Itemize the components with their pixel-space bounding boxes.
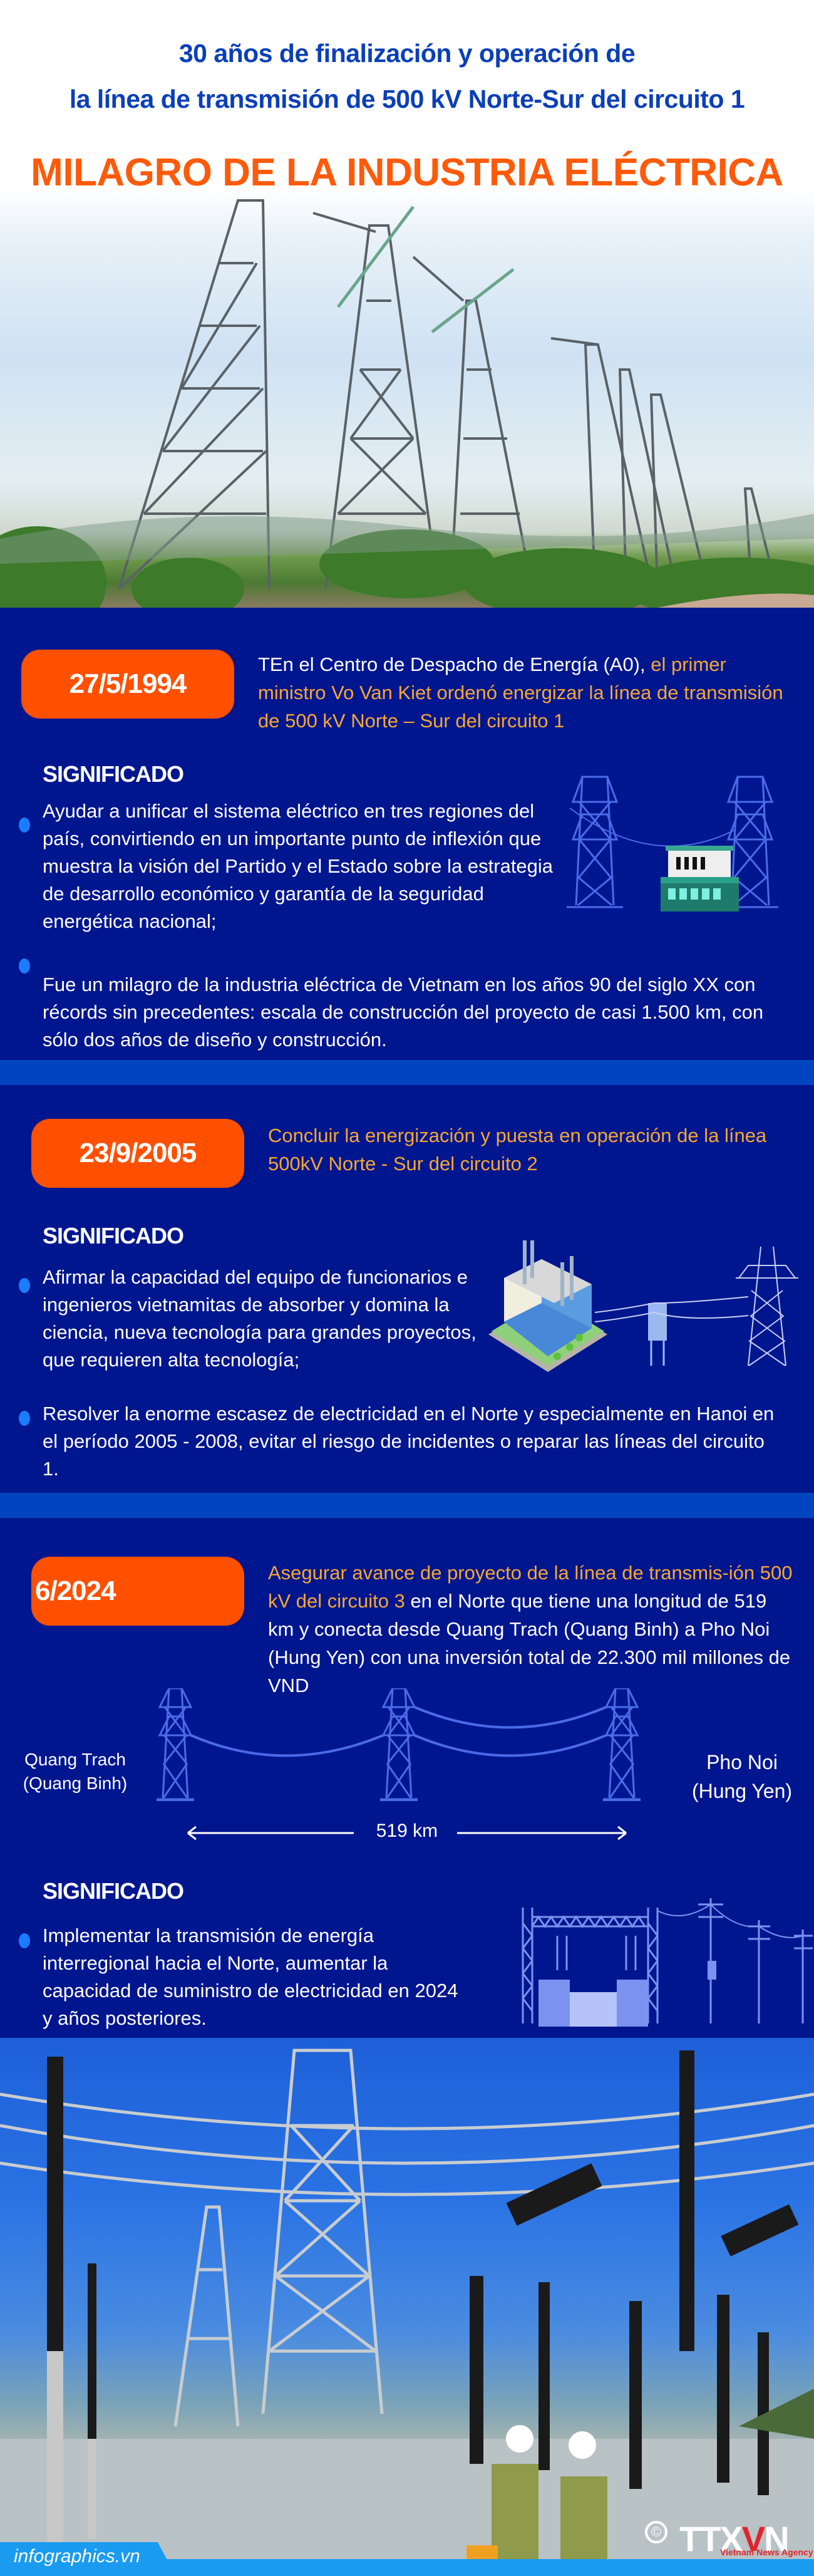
distance-label: 519 km: [376, 1820, 438, 1841]
lead-white: TEn el Centro de Despacho de Energía (A0),: [258, 653, 651, 675]
date-pill-2005: 23/9/2005: [31, 1119, 244, 1188]
substation-photo-icon: [0, 2038, 814, 2576]
bullet-dot-icon: [19, 1411, 30, 1426]
lead-orange: Asegurar avance de proyecto de la línea de transmis-ión 500 kV del circuito 3: [268, 1562, 793, 1612]
logo-v: V: [741, 2519, 765, 2558]
bullet-dot-icon: [19, 958, 30, 974]
lead-orange: el primer ministro Vo Van Kiet ordenó energizar la línea de transmisión de 500 kV Norte – Sur del circuito 1: [258, 653, 783, 732]
lead-text-1994: [258, 650, 784, 735]
lead-text-2024: [268, 1559, 794, 1700]
bullet-text: Ayudar a unificar el sistema eléctrico en tres regiones del país, convirtiendo en un importante punto de inflexión que muestra la visión del Partido y el Estado sobre la estrategia de desarrollo económico y garantía de la seguridad energética nacional;: [43, 800, 554, 932]
logo-subtitle: Vietnam News Agency: [720, 2547, 813, 2557]
route-destination: [679, 1748, 805, 1805]
logo-n: N: [764, 2519, 788, 2558]
date-pill-1994: 27/5/1994: [21, 650, 234, 719]
bullet-text: Fue un milagro de la industria eléctrica de Vietnam en los años 90 del siglo XX con récords sin precedentes: escala de construcción del proyecto de casi 1.500 km, con sólo dos años de diseño y construcción.: [43, 974, 764, 1051]
substation-workers-photo: [0, 2038, 814, 2576]
substation-poles-icon: [520, 1898, 814, 2027]
power-towers-substation-icon: [560, 771, 798, 915]
subtitle-line-1: 30 años de finalización y operación de: [178, 39, 636, 68]
bullet-text: Implementar la transmisión de energía interregional hacia el Norte, aumentar la capacidad de suministro de electricidad en 2024 y años posteriores.: [43, 1924, 458, 2029]
bullet-dot-icon: [19, 1933, 30, 1948]
significance-heading: SIGNIFICADO: [43, 761, 184, 787]
origin-province: (Quang Binh): [23, 1774, 128, 1793]
destination-name: Pho Noi: [706, 1751, 778, 1774]
distance-indicator: [185, 1820, 629, 1846]
significance-heading: SIGNIFICADO: [43, 1223, 184, 1249]
lead-white: en el Norte que tiene una longitud de 519 km y conecta desde Quang Trach (Quang Binh) a Pho Noi (Hung Yen) con una inversión total de 22.300 mil millones de VND: [268, 1590, 791, 1696]
bullet-text: Afirmar la capacidad del equipo de funcionarios e ingenieros vietnamitas de absorber y domina la ciencia, nueva tecnología para grandes proyectos, que requieren alta tecnología;: [43, 1266, 477, 1371]
transmission-route-diagram: [153, 1688, 673, 1801]
power-plant-transformer-tower-icon: [485, 1240, 811, 1378]
significance-heading: SIGNIFICADO: [43, 1878, 184, 1904]
tower-photo-icon: [0, 188, 814, 608]
main-title: MILAGRO DE LA INDUSTRIA ELÉCTRICA: [31, 151, 783, 194]
subtitle-line-2: la línea de transmisión de 500 kV Norte-Sur del circuito 1: [69, 85, 745, 113]
hero-photo-transmission-towers: [0, 188, 814, 608]
bullet-text: Resolver la enorme escasez de electricidad en el Norte y especialmente en Hanoi en el período 2005 - 2008, evitar el riesgo de incidentes o reparar las líneas del circuito 1.: [43, 1403, 775, 1480]
logo-text: TTX: [679, 2519, 742, 2558]
bullet-dot-icon: [19, 818, 30, 833]
lead-text-2005: Concluir la energización y puesta en operación de la línea 500kV Norte - Sur del circuito 2: [268, 1124, 767, 1175]
date-pill-2024: 6/2024: [31, 1557, 244, 1626]
bullet-dot-icon: [19, 1278, 30, 1293]
origin-name: Quang Trach: [24, 1750, 126, 1769]
destination-province: (Hung Yen): [691, 1780, 793, 1802]
copyright-icon: ©: [645, 2521, 667, 2543]
footer-site-link[interactable]: infographics.vn: [14, 2546, 140, 2567]
section-divider: [0, 1060, 814, 1085]
route-origin: [19, 1748, 131, 1795]
section-divider: [0, 1493, 814, 1518]
